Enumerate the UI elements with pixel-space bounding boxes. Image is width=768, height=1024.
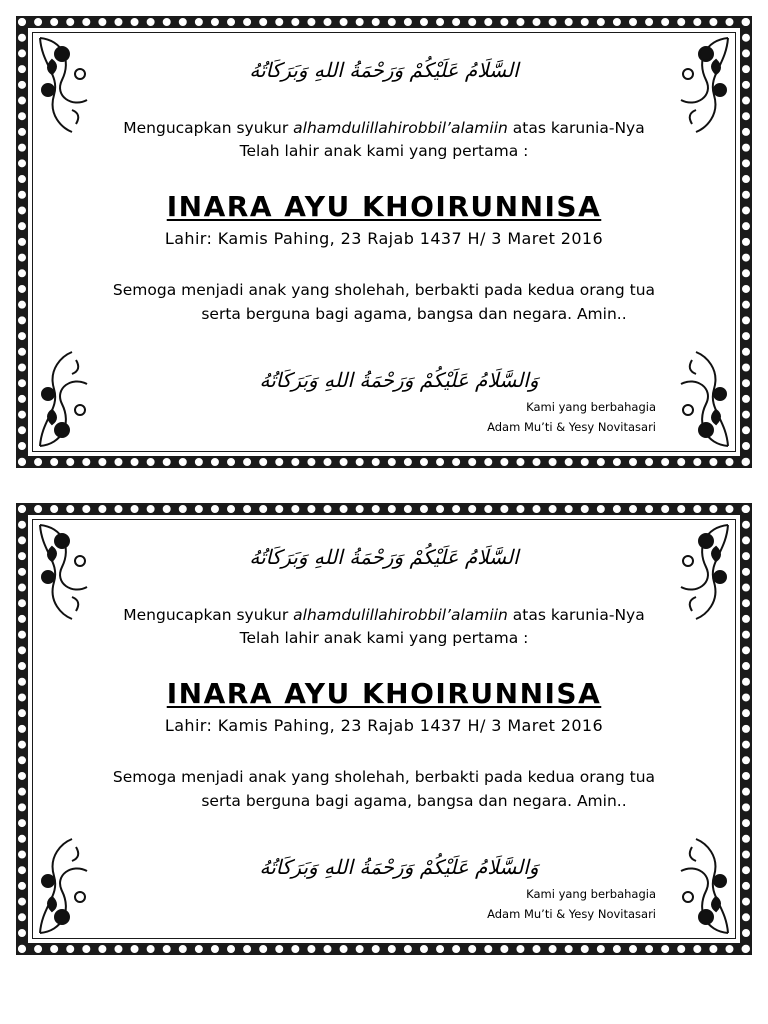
prayer-line-2: serta berguna bagi agama, bangsa dan negara. Amin..: [201, 792, 627, 810]
intro-text: [16, 117, 752, 163]
floral-corner-icon: [32, 344, 102, 454]
parents-names: Adam Mu’ti & Yesy Novitasari: [487, 907, 656, 921]
prayer-line-1: Semoga menjadi anak yang sholehah, berbakti pada kedua orang tua: [112, 281, 656, 299]
intro-text-before: Mengucapkan syukur: [123, 606, 294, 624]
floral-corner-icon: [32, 831, 102, 941]
prayer-line-1: Semoga menjadi anak yang sholehah, berbakti pada kedua orang tua: [112, 768, 656, 786]
floral-corner-icon: [666, 831, 736, 941]
intro-text-before: Mengucapkan syukur: [123, 119, 294, 137]
intro-text-italic: alhamdulillahirobbil’alamiin: [293, 119, 508, 137]
arabic-greeting-closing: وَالسَّلَامُ عَلَيْكُمْ وَرَحْمَةُ اللهِ وَبَرَكَاتُهُ: [259, 368, 539, 392]
arabic-greeting-opening: السَّلَامُ عَلَيْكُمْ وَرَحْمَةُ اللهِ وَبَرَكَاتُهُ: [249, 58, 519, 82]
arabic-greeting-closing: وَالسَّلَامُ عَلَيْكُمْ وَرَحْمَةُ اللهِ وَبَرَكَاتُهُ: [259, 855, 539, 879]
parents-names: Adam Mu’ti & Yesy Novitasari: [487, 420, 656, 434]
signature-label: Kami yang berbahagia: [526, 400, 656, 414]
prayer-line-2: serta berguna bagi agama, bangsa dan negara. Amin..: [201, 305, 627, 323]
intro-text-italic: alhamdulillahirobbil’alamiin: [293, 606, 508, 624]
arabic-greeting-opening: السَّلَامُ عَلَيْكُمْ وَرَحْمَةُ اللهِ وَبَرَكَاتُهُ: [249, 545, 519, 569]
signature-label: Kami yang berbahagia: [526, 887, 656, 901]
intro-line-2: Telah lahir anak kami yang pertama :: [239, 629, 529, 647]
birth-info: Lahir: Kamis Pahing, 23 Rajab 1437 H/ 3 Maret 2016: [164, 229, 604, 248]
birth-info: Lahir: Kamis Pahing, 23 Rajab 1437 H/ 3 Maret 2016: [164, 716, 604, 735]
intro-text: [16, 604, 752, 650]
announcement-card-2: [16, 503, 752, 955]
intro-line-2: Telah lahir anak kami yang pertama :: [239, 142, 529, 160]
intro-text-after: atas karunia-Nya: [507, 119, 645, 137]
child-name-heading: INARA AYU KHOIRUNNISA: [166, 677, 602, 710]
child-name-heading: INARA AYU KHOIRUNNISA: [166, 190, 602, 223]
announcement-card-1: [16, 16, 752, 468]
floral-corner-icon: [666, 344, 736, 454]
intro-text-after: atas karunia-Nya: [507, 606, 645, 624]
